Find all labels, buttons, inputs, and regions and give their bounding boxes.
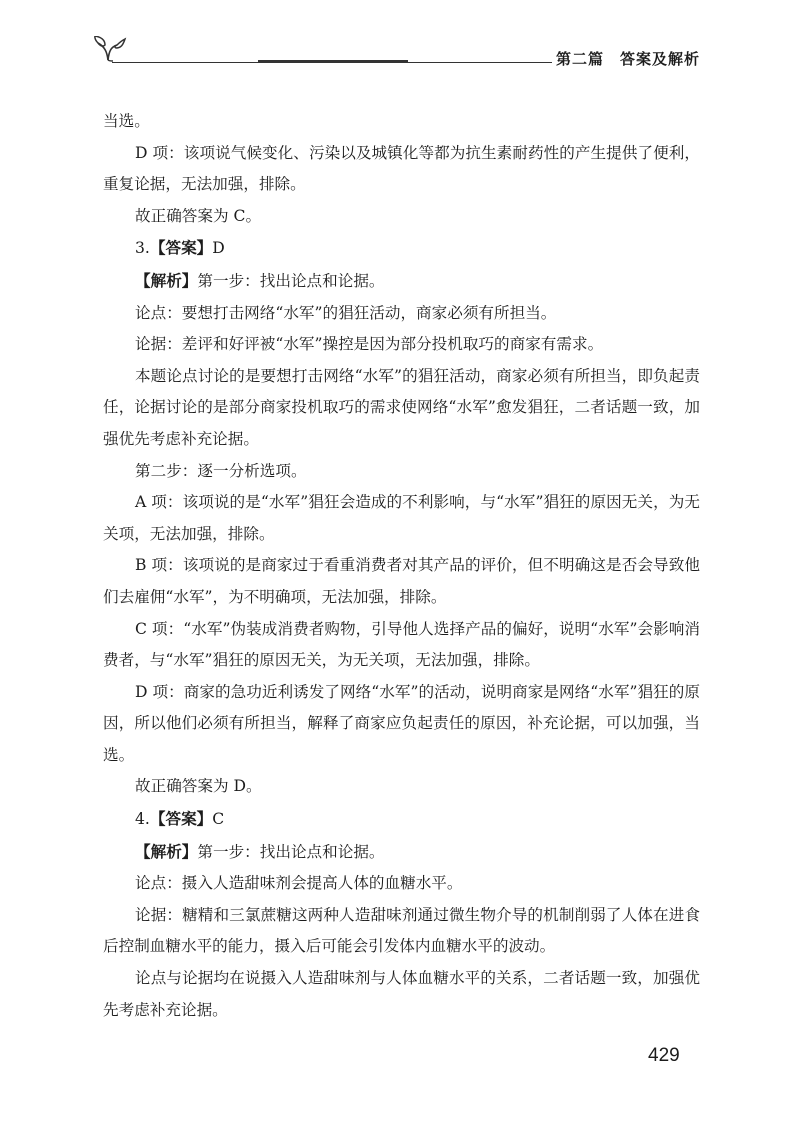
analysis-label: 【解析】 (135, 841, 198, 861)
question-number: 4. (135, 810, 150, 829)
question-number: 3. (135, 239, 150, 258)
paragraph: B 项：该项说的是商家过于看重消费者对其产品的评价，但不明确这是否会导致他们去雇佣“水军”，为不明确项，无法加强，排除。 (103, 556, 700, 606)
answer-label: 【答案】 (149, 809, 213, 829)
analysis-step: 第一步：找出论点和论据。 (197, 271, 385, 290)
answer-value: D (212, 239, 225, 258)
paragraph: 论点：要想打击网络“水军”的猖狂活动，商家必须有所担当。 (135, 303, 557, 322)
analysis-heading (103, 265, 700, 298)
section-title: 第二篇 答案及解析 (556, 50, 701, 68)
answer-heading (103, 232, 700, 265)
paragraph: D 项：商家的急功近利诱发了网络“水军”的活动，说明商家是网络“水军”猖狂的原因，所以他们必须有所担当，解释了商家应负起责任的原因，补充论据，可以加强，当选。 (103, 682, 700, 764)
paragraph: 当选。 (103, 112, 150, 130)
paragraph: 故正确答案为 C。 (135, 206, 262, 225)
analysis-label: 【解析】 (135, 270, 198, 290)
paragraph: A 项：该项说的是“水军”猖狂会造成的不利影响，与“水军”猖狂的原因无关，为无关项，无法加强，排除。 (103, 493, 700, 543)
paragraph: 第二步：逐一分析选项。 (135, 461, 307, 480)
paragraph: C 项：“水军”伪装成消费者购物，引导他人选择产品的偏好，说明“水军”会影响消费者，与“水军”猖狂的原因无关，为无关项，无法加强，排除。 (103, 619, 700, 670)
analysis-step: 第一步：找出论点和论据。 (197, 842, 385, 861)
answer-label: 【答案】 (149, 238, 213, 258)
paragraph: 论点：摄入人造甜味剂会提高人体的血糖水平。 (135, 874, 463, 893)
header-rule-accent (258, 60, 408, 63)
analysis-heading (103, 836, 700, 869)
paragraph: 故正确答案为 D。 (135, 777, 262, 796)
body-text (103, 106, 700, 1026)
answer-value: C (212, 810, 225, 829)
paragraph: 本题论点讨论的是要想打击网络“水军”的猖狂活动，商家必须有所担当，即负起责任，论据讨论的是部分商家投机取巧的需求使网络“水军”愈发猖狂，二者话题一致，加强优先考虑补充论据。 (103, 366, 700, 448)
paragraph: 论据：糖精和三氯蔗糖这两种人造甜味剂通过微生物介导的机制削弱了人体在进食后控制血糖水平的能力，摄入后可能会引发体内血糖水平的波动。 (103, 905, 700, 956)
leaf-icon (92, 36, 128, 62)
page-number: 429 (648, 1045, 680, 1066)
paragraph: D 项：该项说气候变化、污染以及城镇化等都为抗生素耐药性的产生提供了便利，重复论据，无法加强，排除。 (103, 143, 700, 194)
paragraph: 论点与论据均在说摄入人造甜味剂与人体血糖水平的关系，二者话题一致，加强优先考虑补充论据。 (103, 969, 700, 1019)
page-header (0, 0, 800, 80)
paragraph: 论据：差评和好评被“水军”操控是因为部分投机取巧的商家有需求。 (135, 335, 604, 354)
answer-heading (103, 803, 700, 836)
